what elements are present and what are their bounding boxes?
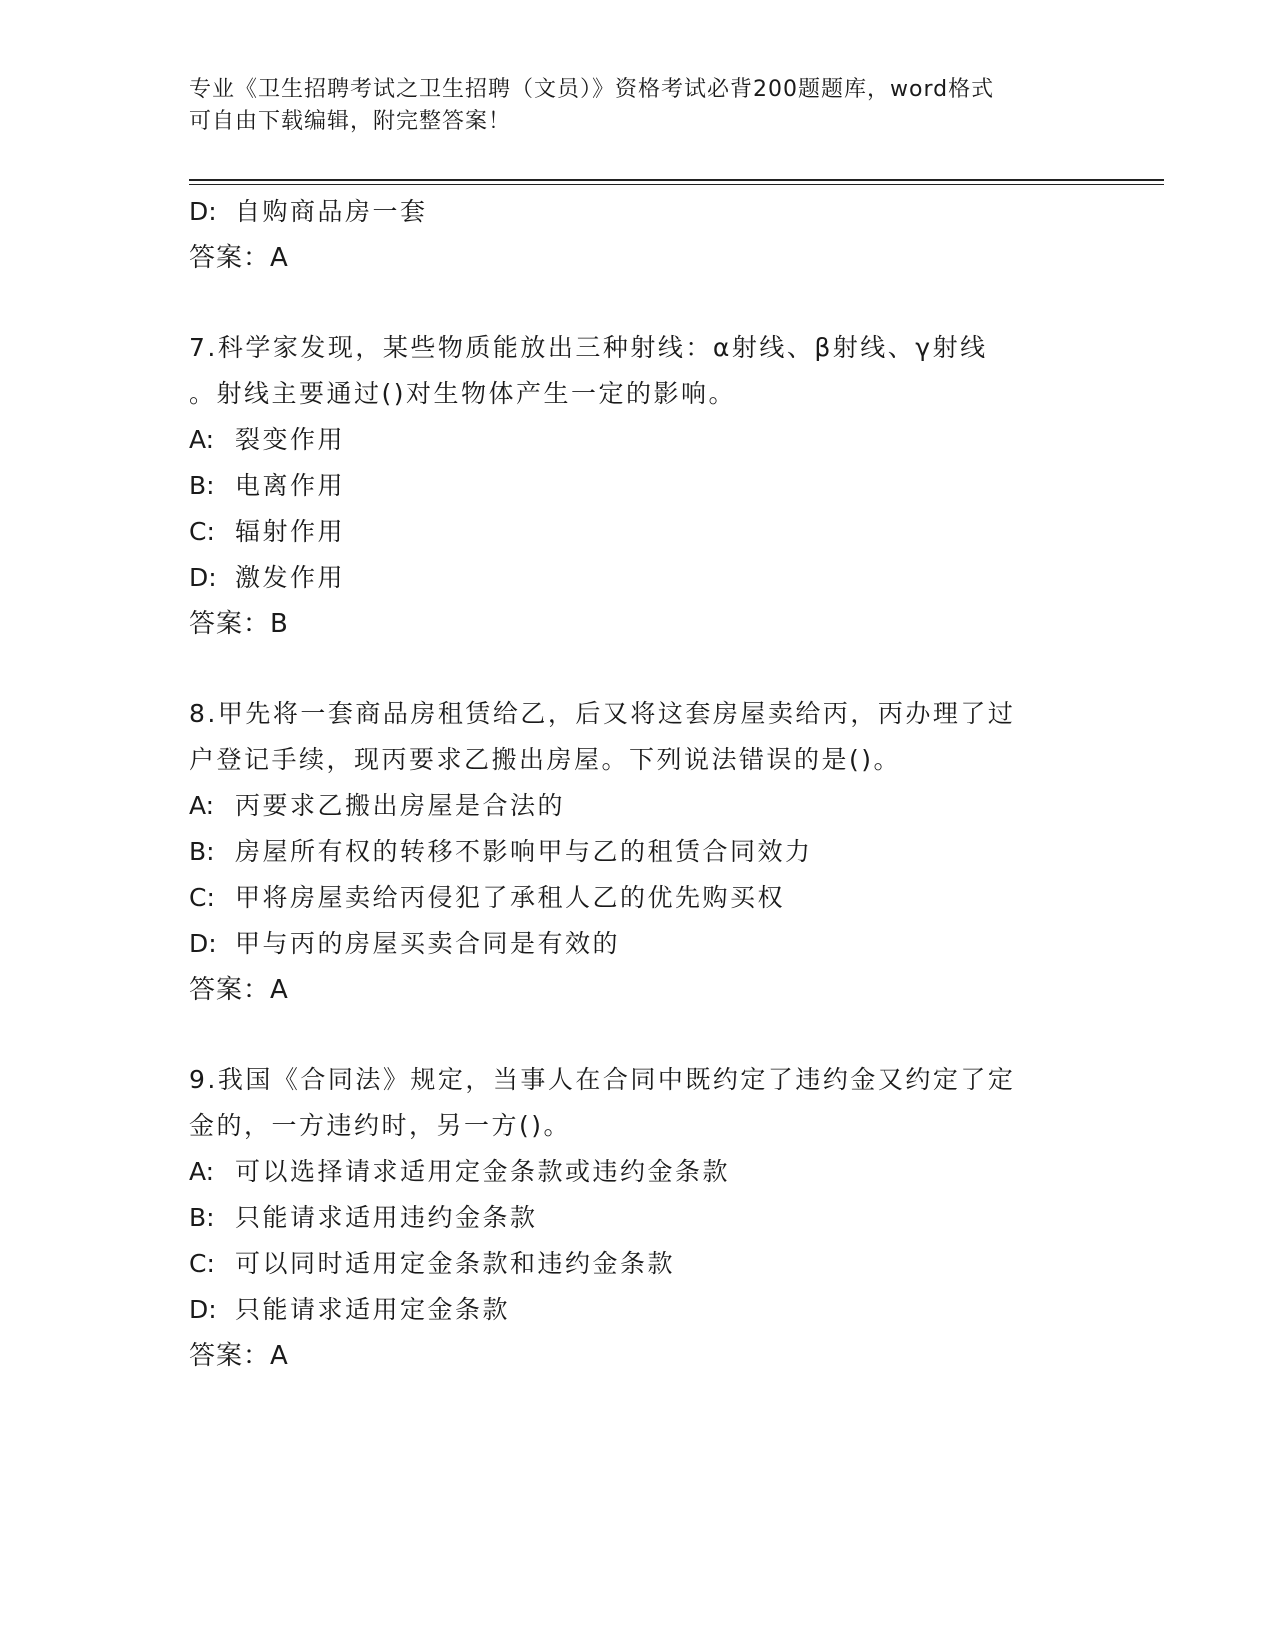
option-text: 激发作用 [235,563,346,592]
header-line-2: 可自由下载编辑，附完整答案！ [189,109,512,134]
option-d [189,555,1089,601]
option-text: 丙要求乙搬出房屋是合法的 [235,791,566,820]
question-text-line-2: 金的，一方违约时，另一方()。 [189,1111,572,1140]
option-d [189,921,1089,967]
option-text: 房屋所有权的转移不影响甲与乙的租赁合同效力 [235,837,813,866]
question-content [189,189,1089,1379]
option-letter: D: [189,563,217,592]
header-line-1: 专业《卫生招聘考试之卫生招聘（文员）》资格考试必背200题题库，word格式 [189,77,995,102]
option-letter: C: [189,1249,215,1278]
question-text-line-1: 8.甲先将一套商品房租赁给乙，后又将这套房屋卖给丙，丙办理了过 [189,699,1016,728]
option-letter: D: [189,929,217,958]
option-letter: B: [189,837,215,866]
option-letter: D: [189,1295,217,1324]
option-letter: D: [189,197,217,226]
answer: 答案：A [189,975,289,1005]
option-letter: A: [189,425,215,454]
spacer [189,1013,1089,1057]
option-c [189,1241,1089,1287]
option-c [189,875,1089,921]
option-text: 电离作用 [235,471,346,500]
option-letter: A: [189,791,215,820]
answer: 答案：A [189,1341,289,1371]
option-letter: B: [189,1203,215,1232]
header-rule-thin [189,184,1164,185]
option-b [189,1195,1089,1241]
option-text: 自购商品房一套 [235,197,428,226]
spacer [189,281,1089,325]
question-text-line-2: 。射线主要通过()对生物体产生一定的影响。 [189,379,737,408]
option-a [189,1149,1089,1195]
question-text-line-2: 户登记手续，现丙要求乙搬出房屋。下列说法错误的是()。 [189,745,902,774]
option-letter: B: [189,471,215,500]
question-text-line-1: 9.我国《合同法》规定，当事人在合同中既约定了违约金又约定了定 [189,1065,1016,1094]
option-b [189,829,1089,875]
option-text: 只能请求适用违约金条款 [235,1203,538,1232]
spacer [189,647,1089,691]
question-8 [189,691,1089,1013]
answer: 答案：B [189,609,289,639]
option-d [189,1287,1089,1333]
option-text: 只能请求适用定金条款 [235,1295,511,1324]
option-text: 裂变作用 [235,425,346,454]
option-a [189,417,1089,463]
question-7 [189,325,1089,647]
document-header [189,74,1089,138]
option-text: 可以选择请求适用定金条款或违约金条款 [235,1157,731,1186]
option-c [189,509,1089,555]
option-text: 甲与丙的房屋买卖合同是有效的 [235,929,621,958]
option-a [189,783,1089,829]
option-letter: C: [189,883,215,912]
option-text: 辐射作用 [235,517,346,546]
question-9 [189,1057,1089,1379]
question-text-line-1: 7.科学家发现，某些物质能放出三种射线：α射线、β射线、γ射线 [189,333,988,362]
option-text: 甲将房屋卖给丙侵犯了承租人乙的优先购买权 [235,883,786,912]
option-letter: A: [189,1157,215,1186]
option-b [189,463,1089,509]
option-d [189,189,1089,235]
option-letter: C: [189,517,215,546]
answer: 答案：A [189,243,289,273]
option-text: 可以同时适用定金条款和违约金条款 [235,1249,676,1278]
header-rule-thick [189,179,1164,181]
